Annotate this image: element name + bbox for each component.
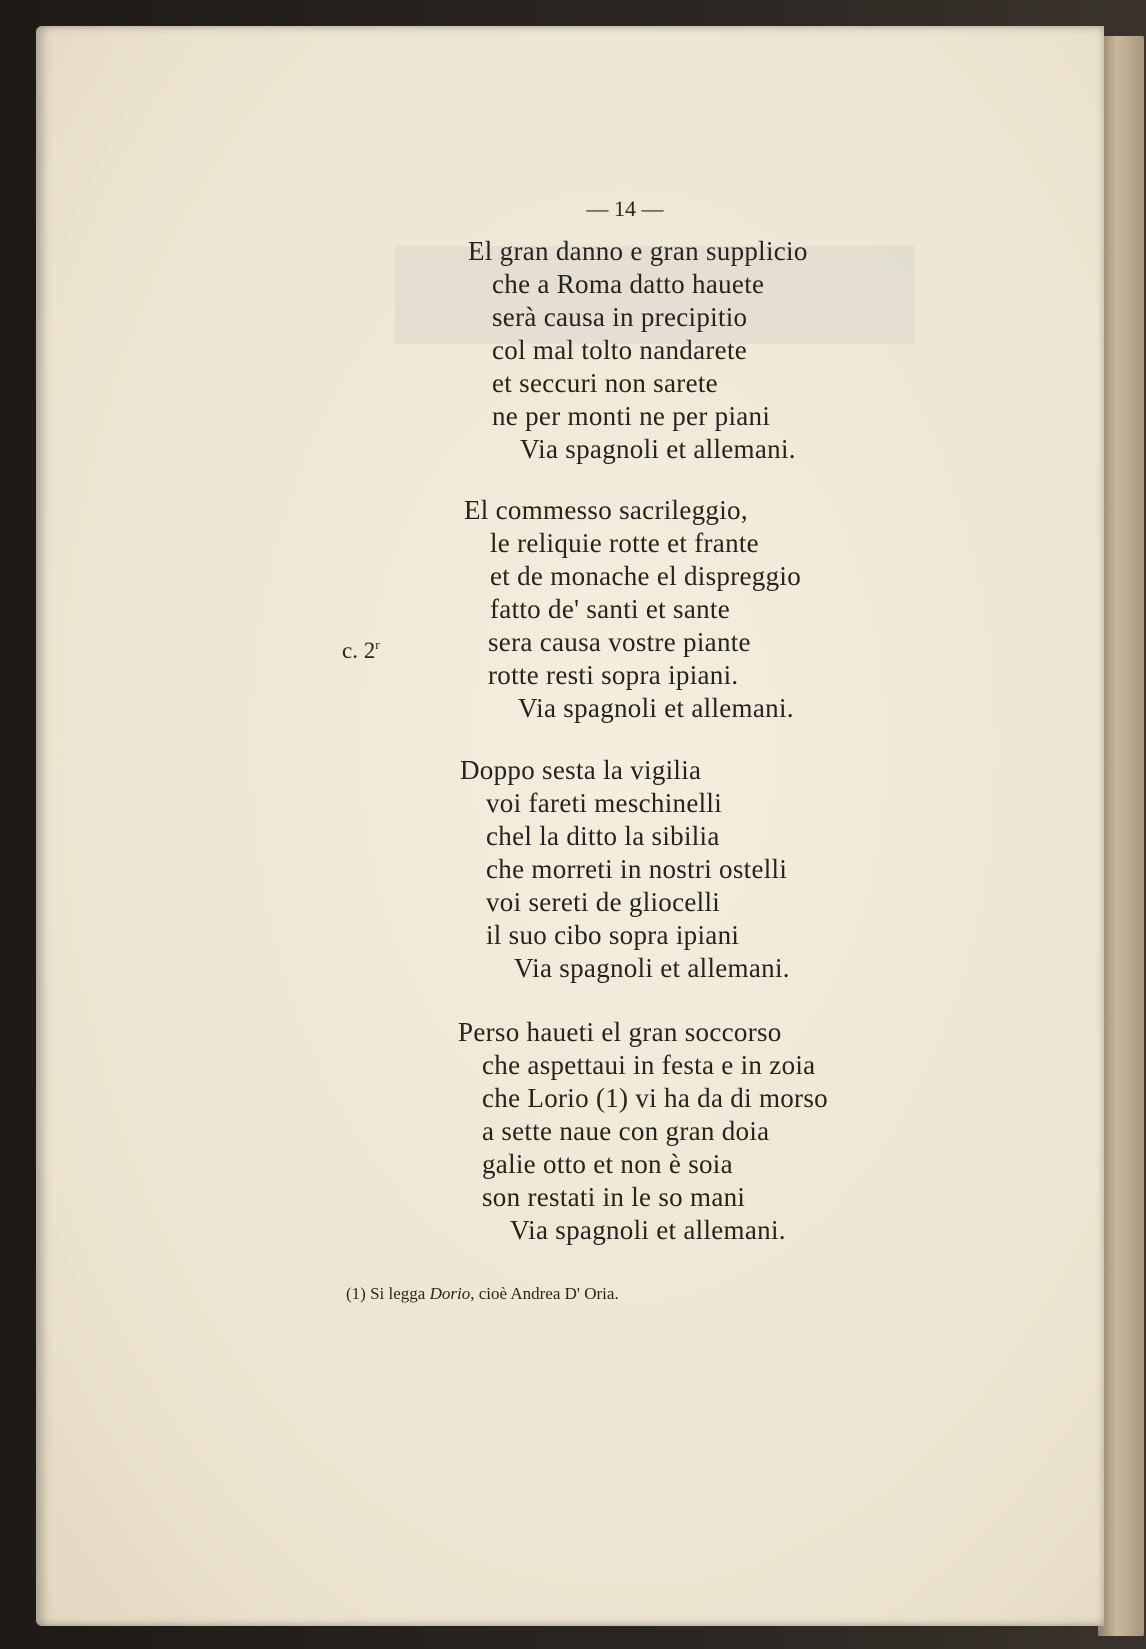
footnote-marker: (1) Si legga — [346, 1284, 426, 1303]
verse-line: a sette naue con gran doia — [482, 1116, 770, 1146]
footnote — [346, 1284, 619, 1304]
verse-line: che morreti in nostri ostelli — [486, 854, 788, 884]
verse-line: Doppo sesta la vigilia — [460, 755, 702, 785]
verse-line: ne per monti ne per piani — [492, 401, 771, 431]
verse-line: et seccuri non sarete — [492, 368, 718, 398]
verse-line: et de monache el dispreggio — [490, 561, 801, 591]
verse-line: chel la ditto la sibilia — [486, 821, 720, 851]
page-number: — 14 — — [586, 196, 664, 221]
verse-line: sera causa vostre piante — [488, 627, 751, 657]
verse-line: El commesso sacrileggio, — [464, 495, 748, 525]
verse-line: col mal tolto nandarete — [492, 335, 748, 365]
next-page-edge — [1098, 36, 1144, 1636]
margin-folio-text: c. 2 — [342, 638, 376, 663]
stanza-3 — [460, 754, 790, 985]
refrain-line: Via spagnoli et allemani. — [514, 953, 790, 983]
verse-line: El gran danno e gran supplicio — [468, 236, 808, 266]
verse-line: voi sereti de gliocelli — [486, 887, 721, 917]
margin-folio-sup: r — [375, 637, 380, 652]
verse-line: son restati in le so mani — [482, 1182, 746, 1212]
verse-line: che Lorio (1) vi ha da di morso — [482, 1083, 828, 1113]
footnote-text: , cioè Andrea D' Oria. — [470, 1284, 619, 1303]
refrain-line: Via spagnoli et allemani. — [520, 434, 796, 464]
refrain-line: Via spagnoli et allemani. — [518, 693, 794, 723]
verse-line: il suo cibo sopra ipiani — [486, 920, 740, 950]
verse-line: che a Roma datto hauete — [492, 269, 765, 299]
stanza-1 — [468, 235, 808, 466]
verse-line: voi fareti meschinelli — [486, 788, 723, 818]
refrain-line: Via spagnoli et allemani. — [510, 1215, 786, 1245]
verse-line: rotte resti sopra ipiani. — [488, 660, 739, 690]
verse-line: Perso haueti el gran soccorso — [458, 1017, 782, 1047]
verse-line: galie otto et non è soia — [482, 1149, 733, 1179]
verse-line: fatto de' santi et sante — [490, 594, 730, 624]
margin-folio-note — [342, 637, 380, 664]
verse-line: le reliquie rotte et frante — [490, 528, 759, 558]
footnote-name: Dorio — [429, 1284, 471, 1303]
stanza-4 — [458, 1016, 828, 1247]
verse-line: che aspettaui in festa e in zoia — [482, 1050, 816, 1080]
verse-line: serà causa in precipitio — [492, 302, 748, 332]
stanza-2 — [464, 494, 801, 725]
